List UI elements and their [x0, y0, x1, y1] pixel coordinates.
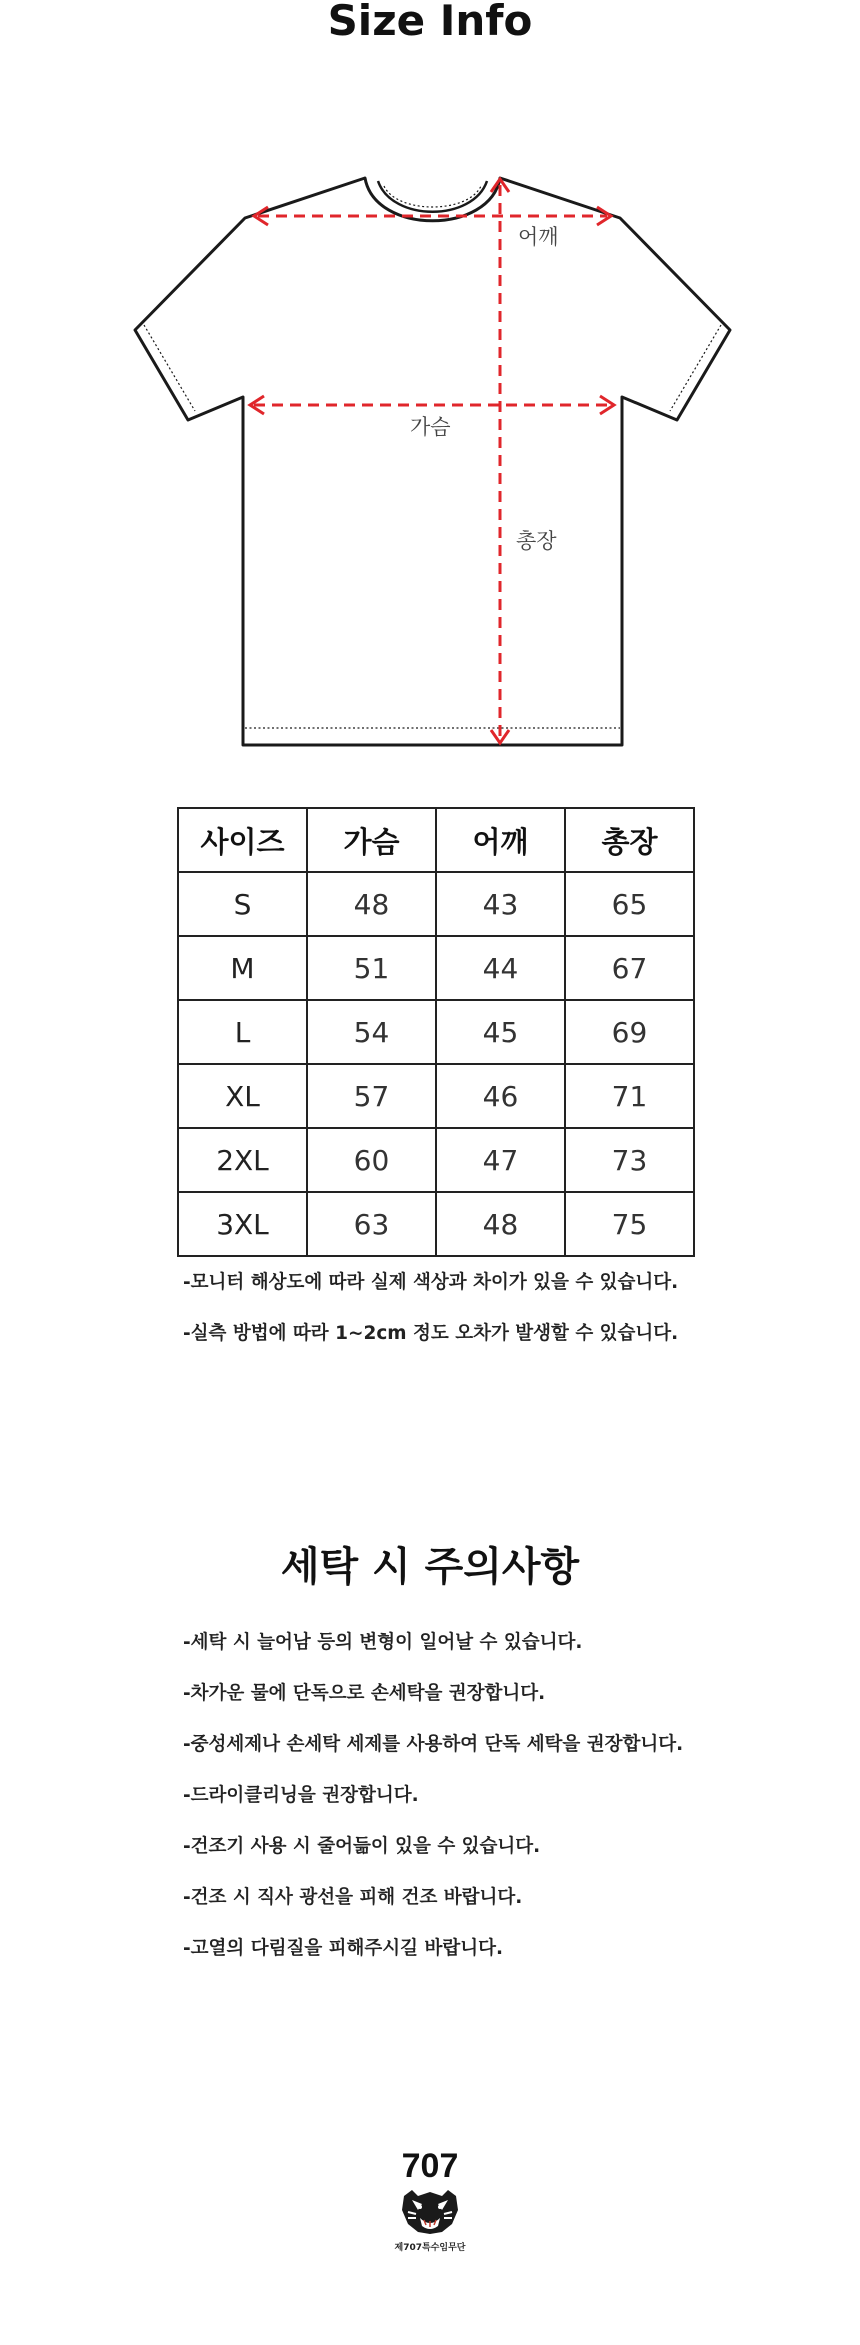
- size-cell: M: [178, 936, 307, 1000]
- shoulder-cell: 48: [436, 1192, 565, 1256]
- list-item: -고열의 다림질을 피해주시길 바랍니다.: [183, 1938, 503, 1959]
- note-color-difference: -모니터 해상도에 따라 실제 색상과 차이가 있을 수 있습니다.: [183, 1272, 679, 1293]
- header-shoulder: 어깨: [436, 808, 565, 872]
- page-title: Size Info: [327, 0, 533, 45]
- shoulder-cell: 45: [436, 1000, 565, 1064]
- table-row: [178, 872, 694, 936]
- size-table-header-row: [178, 808, 694, 872]
- table-row: [178, 1128, 694, 1192]
- logo-number: 707: [401, 2147, 459, 2185]
- size-cell: L: [178, 1000, 307, 1064]
- chest-cell: 54: [307, 1000, 436, 1064]
- chest-cell: 48: [307, 872, 436, 936]
- table-row: [178, 1064, 694, 1128]
- length-cell: 75: [565, 1192, 694, 1256]
- length-cell: 71: [565, 1064, 694, 1128]
- size-cell: 2XL: [178, 1128, 307, 1192]
- size-table: [177, 807, 695, 1257]
- table-row: [178, 936, 694, 1000]
- length-cell: 73: [565, 1128, 694, 1192]
- table-row: [178, 1192, 694, 1256]
- tshirt-measurement-diagram: [120, 160, 750, 760]
- header-size: 사이즈: [178, 808, 307, 872]
- chest-cell: 60: [307, 1128, 436, 1192]
- list-item: -건조 시 직사 광선을 피해 건조 바랍니다.: [183, 1887, 523, 1908]
- logo-caption: 제707특수임무단: [394, 2243, 466, 2253]
- length-cell: 69: [565, 1000, 694, 1064]
- tiger-head-icon: [398, 2186, 462, 2236]
- length-cell: 65: [565, 872, 694, 936]
- shoulder-cell: 46: [436, 1064, 565, 1128]
- care-instructions-list: [183, 1628, 683, 1985]
- length-cell: 67: [565, 936, 694, 1000]
- size-cell: 3XL: [178, 1192, 307, 1256]
- length-label: 총장: [516, 529, 557, 553]
- table-row: [178, 1000, 694, 1064]
- shoulder-cell: 47: [436, 1128, 565, 1192]
- chest-cell: 63: [307, 1192, 436, 1256]
- brand-logo: [380, 2148, 480, 2253]
- header-length: 총장: [565, 808, 694, 872]
- size-cell: XL: [178, 1064, 307, 1128]
- list-item: -건조기 사용 시 줄어듦이 있을 수 있습니다.: [183, 1836, 541, 1857]
- tshirt-outline: [135, 178, 730, 745]
- note-measurement-error: -실측 방법에 따라 1~2cm 정도 오차가 발생할 수 있습니다.: [183, 1323, 679, 1344]
- chest-cell: 51: [307, 936, 436, 1000]
- shoulder-cell: 44: [436, 936, 565, 1000]
- chest-label: 가슴: [410, 415, 451, 439]
- size-cell: S: [178, 872, 307, 936]
- shoulder-cell: 43: [436, 872, 565, 936]
- list-item: -드라이클리닝을 권장합니다.: [183, 1785, 419, 1806]
- list-item: -세탁 시 늘어남 등의 변형이 일어날 수 있습니다.: [183, 1632, 583, 1653]
- chest-cell: 57: [307, 1064, 436, 1128]
- shoulder-label: 어깨: [518, 225, 559, 249]
- list-item: -중성세제나 손세탁 세제를 사용하여 단독 세탁을 권장합니다.: [183, 1734, 684, 1755]
- header-chest: 가슴: [307, 808, 436, 872]
- care-title: 세탁 시 주의사항: [280, 1544, 580, 1590]
- list-item: -차가운 물에 단독으로 손세탁을 권장합니다.: [183, 1683, 546, 1704]
